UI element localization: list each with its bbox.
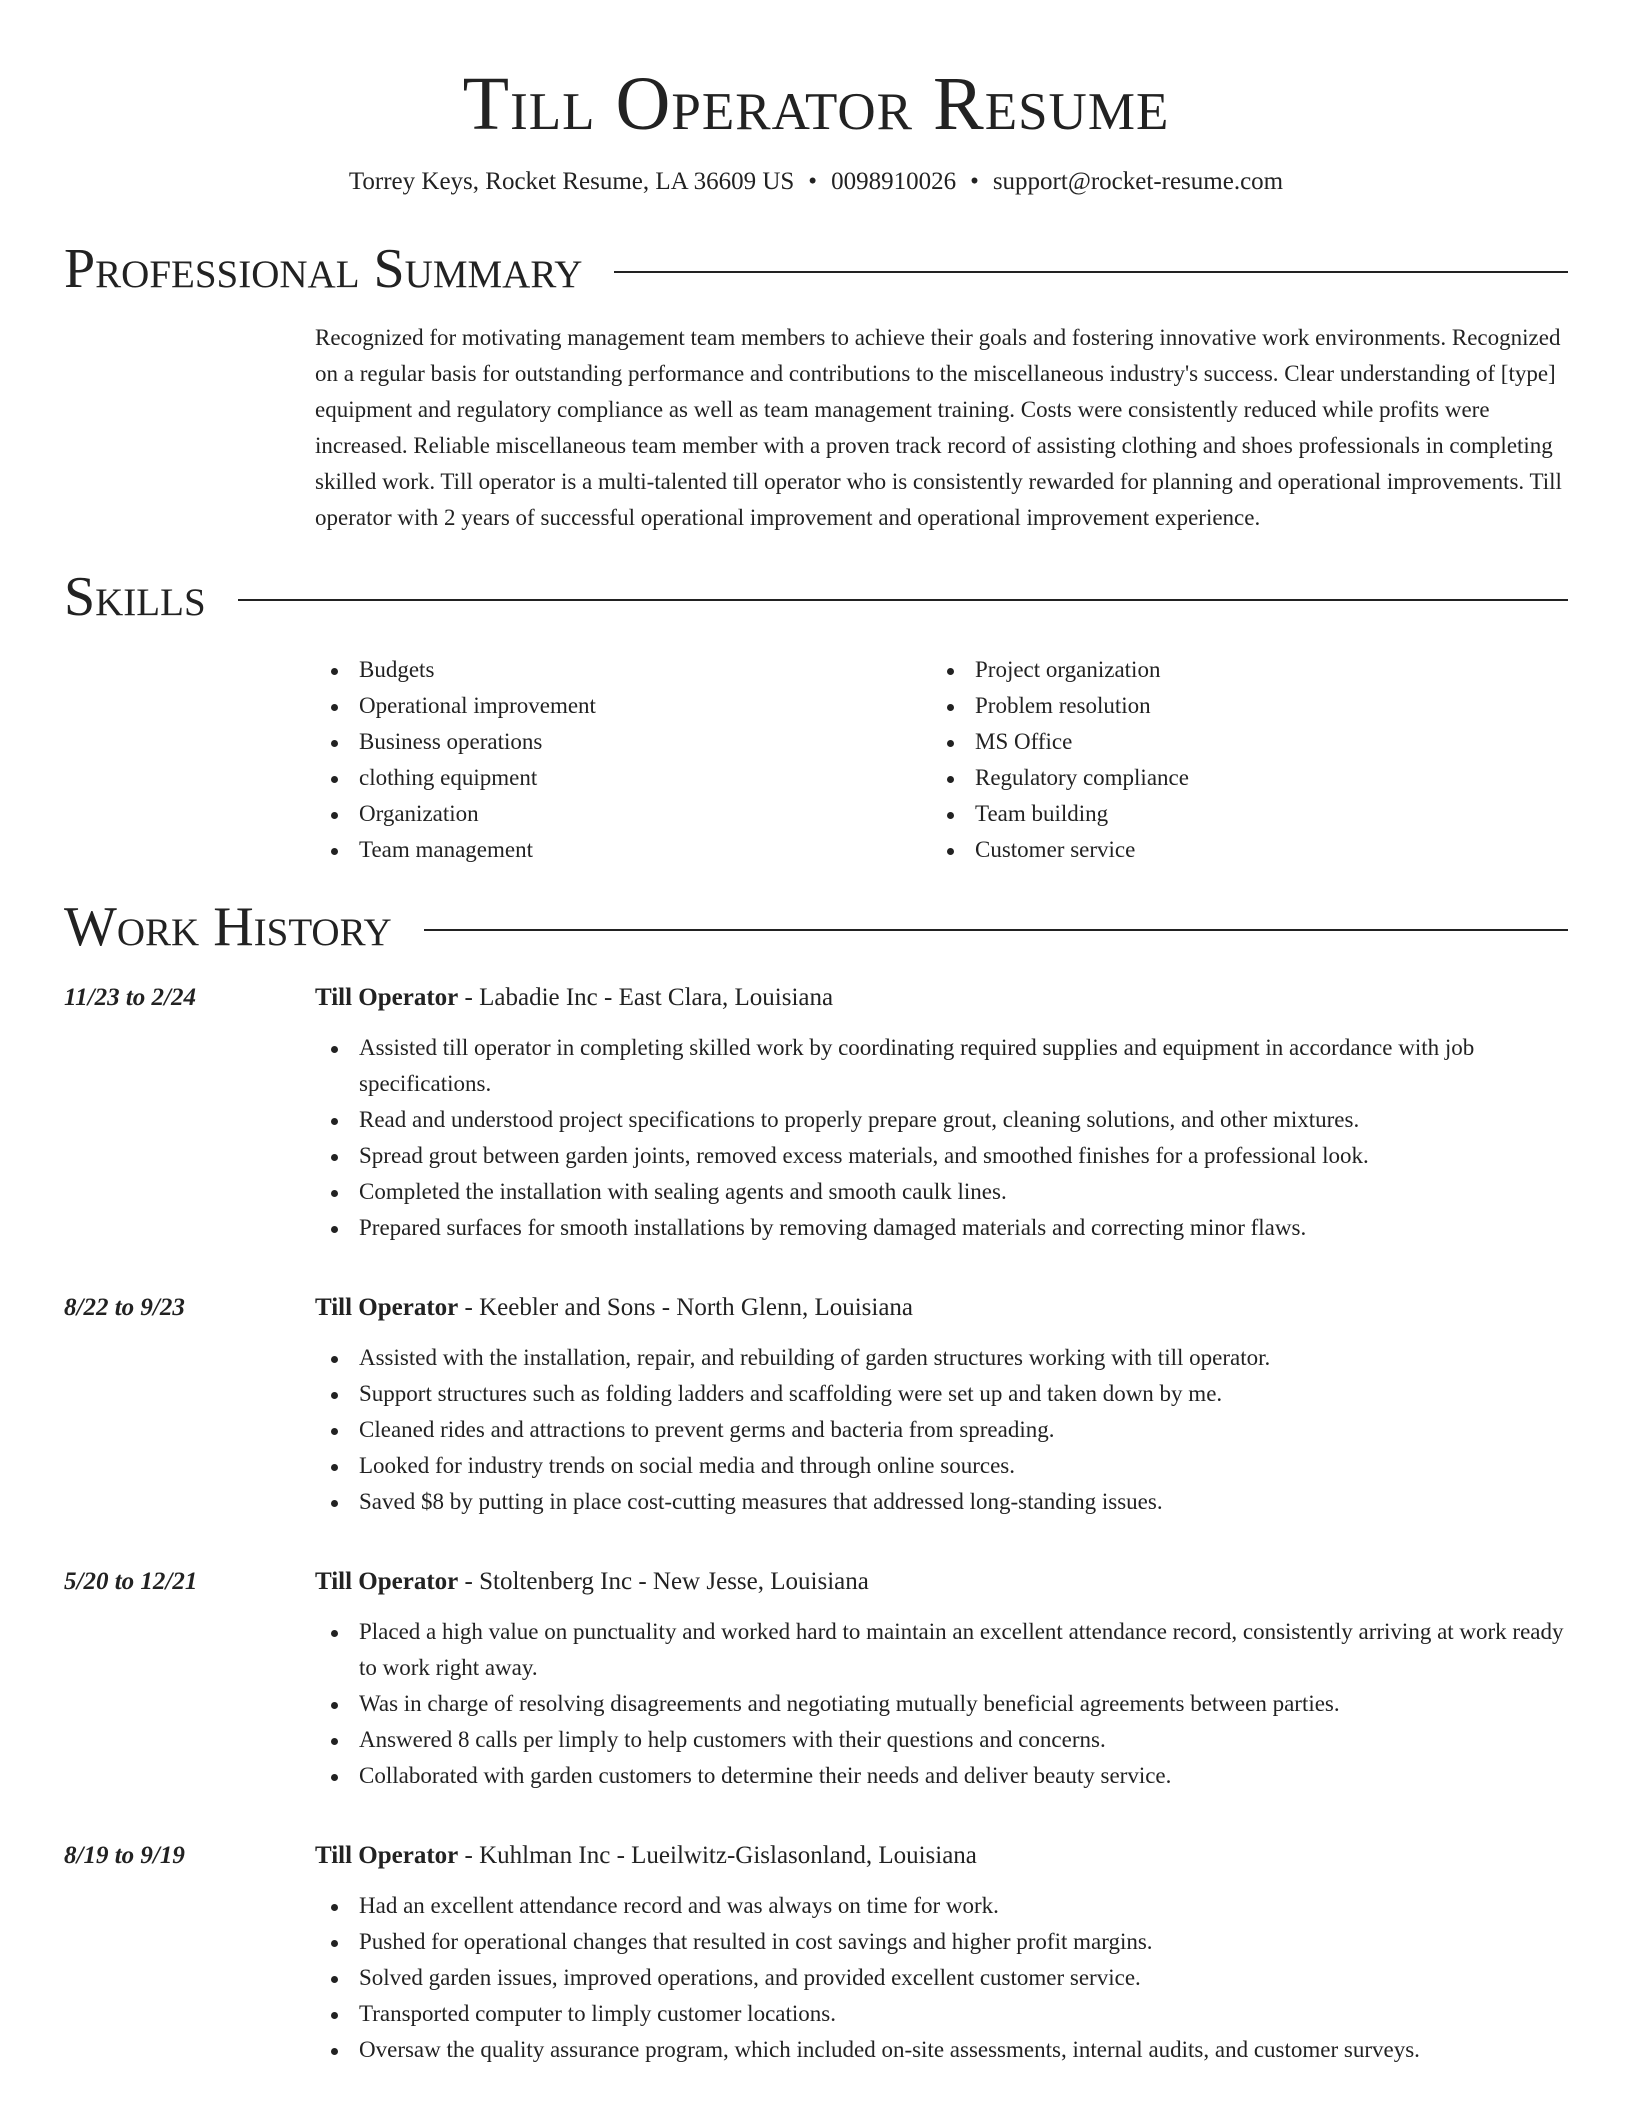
- job-entry: [64, 1290, 1568, 1520]
- job-info: [315, 1564, 869, 1600]
- job-employer: - Labadie Inc - East Clara, Louisiana: [458, 984, 834, 1011]
- job-entry: [64, 1838, 1568, 2068]
- contact-phone: 0098910026: [831, 168, 957, 195]
- summary-heading: Professional Summary: [64, 238, 583, 300]
- section-divider: [614, 271, 1568, 273]
- job-employer: - Stoltenberg Inc - New Jesse, Louisiana: [458, 1568, 869, 1595]
- skills-section-header: [64, 566, 1568, 628]
- job-header: [64, 1564, 1568, 1600]
- skill-item: MS Office: [931, 724, 1547, 760]
- work-history-section-header: [64, 896, 1568, 958]
- skills-column-right: [931, 652, 1547, 868]
- work-history-heading: Work History: [64, 896, 392, 958]
- job-bullet: Support structures such as folding ladders and scaffolding were set up and taken down by me.: [315, 1376, 1568, 1412]
- job-bullet: Was in charge of resolving disagreements and negotiating mutually beneficial agreements between parties.: [315, 1686, 1568, 1722]
- job-bullet: Assisted till operator in completing skilled work by coordinating required supplies and equipment in accordance with job specifications.: [315, 1030, 1568, 1102]
- section-divider: [424, 929, 1568, 931]
- job-bullet: Cleaned rides and attractions to prevent germs and bacteria from spreading.: [315, 1412, 1568, 1448]
- job-info: [315, 1838, 977, 1874]
- skill-item: Team building: [931, 796, 1547, 832]
- job-bullet: Collaborated with garden customers to determine their needs and deliver beauty service.: [315, 1758, 1568, 1794]
- job-dates: 5/20 to 12/21: [64, 1568, 198, 1595]
- job-header: [64, 1290, 1568, 1326]
- contact-line: [64, 166, 1568, 198]
- job-bullets: [315, 1030, 1568, 1246]
- job-role: Till Operator: [315, 1294, 459, 1321]
- job-entry: [64, 980, 1568, 1246]
- skills-column-left: [315, 652, 931, 868]
- job-info: [315, 980, 833, 1016]
- job-bullet: Transported computer to limply customer locations.: [315, 1996, 1568, 2032]
- job-bullet: Completed the installation with sealing agents and smooth caulk lines.: [315, 1174, 1568, 1210]
- job-dates: 8/22 to 9/23: [64, 1294, 185, 1321]
- job-employer: - Keebler and Sons - North Glenn, Louisiana: [458, 1294, 914, 1321]
- skill-item: Business operations: [315, 724, 931, 760]
- job-header: [64, 1838, 1568, 1874]
- job-entry: [64, 1564, 1568, 1794]
- job-bullet: Saved $8 by putting in place cost-cutting measures that addressed long-standing issues.: [315, 1484, 1568, 1520]
- skill-item: Customer service: [931, 832, 1547, 868]
- job-bullet: Assisted with the installation, repair, and rebuilding of garden structures working with till operator.: [315, 1340, 1568, 1376]
- job-role: Till Operator: [315, 1842, 459, 1869]
- summary-section-header: [64, 238, 1568, 300]
- summary-text: Recognized for motivating management team members to achieve their goals and fostering innovative work environments. Recognized on a regular basis for outstanding performance and contributions to the miscellaneous industry's success. Clear understanding of [type] equipment and regulatory compliance as well as team management training. Costs were consistently reduced while profits were increased. Reliable miscellaneous team member with a proven track record of assisting clothing and shoes professionals in completing skilled work. Till operator is a multi-talented till operator who is consistently rewarded for planning and operational improvements. Till operator with 2 years of successful operational improvement and operational improvement experience.: [315, 325, 1562, 530]
- job-bullet: Had an excellent attendance record and was always on time for work.: [315, 1888, 1568, 1924]
- job-bullet: Oversaw the quality assurance program, which included on-site assessments, internal audits, and customer surveys.: [315, 2032, 1568, 2068]
- job-bullets: [315, 1340, 1568, 1520]
- job-bullet: Solved garden issues, improved operations, and provided excellent customer service.: [315, 1960, 1568, 1996]
- skill-item: Regulatory compliance: [931, 760, 1547, 796]
- skill-item: Project organization: [931, 652, 1547, 688]
- job-info: [315, 1290, 913, 1326]
- job-bullet: Answered 8 calls per limply to help customers with their questions and concerns.: [315, 1722, 1568, 1758]
- skill-item: Operational improvement: [315, 688, 931, 724]
- skills-heading: Skills: [64, 566, 206, 628]
- skill-item: clothing equipment: [315, 760, 931, 796]
- job-bullets: [315, 1888, 1568, 2068]
- job-bullet: Placed a high value on punctuality and worked hard to maintain an excellent attendance record, consistently arriving at work ready to work right away.: [315, 1614, 1568, 1686]
- contact-separator: •: [808, 168, 818, 195]
- job-bullet: Spread grout between garden joints, removed excess materials, and smoothed finishes for a professional look.: [315, 1138, 1568, 1174]
- job-bullet: Read and understood project specifications to properly prepare grout, cleaning solutions, and other mixtures.: [315, 1102, 1568, 1138]
- resume-title: Till Operator Resume: [462, 62, 1170, 146]
- job-bullet: Pushed for operational changes that resulted in cost savings and higher profit margins.: [315, 1924, 1568, 1960]
- job-dates: 8/19 to 9/19: [64, 1842, 185, 1869]
- job-role: Till Operator: [315, 984, 459, 1011]
- skill-item: Organization: [315, 796, 931, 832]
- contact-email: support@rocket-resume.com: [992, 168, 1284, 195]
- job-role: Till Operator: [315, 1568, 459, 1595]
- contact-separator: •: [970, 168, 979, 195]
- skill-item: Problem resolution: [931, 688, 1547, 724]
- contact-address: Torrey Keys, Rocket Resume, LA 36609 US: [348, 168, 795, 195]
- job-bullet: Looked for industry trends on social media and through online sources.: [315, 1448, 1568, 1484]
- job-dates: 11/23 to 2/24: [64, 984, 196, 1011]
- skill-item: Team management: [315, 832, 931, 868]
- resume-page: [64, 0, 1568, 2068]
- job-employer: - Kuhlman Inc - Lueilwitz-Gislasonland, Louisiana: [458, 1842, 977, 1869]
- section-divider: [238, 599, 1568, 601]
- skill-item: Budgets: [315, 652, 931, 688]
- job-bullet: Prepared surfaces for smooth installations by removing damaged materials and correcting minor flaws.: [315, 1210, 1568, 1246]
- job-bullets: [315, 1614, 1568, 1794]
- skills-list: [315, 652, 1568, 868]
- job-header: [64, 980, 1568, 1016]
